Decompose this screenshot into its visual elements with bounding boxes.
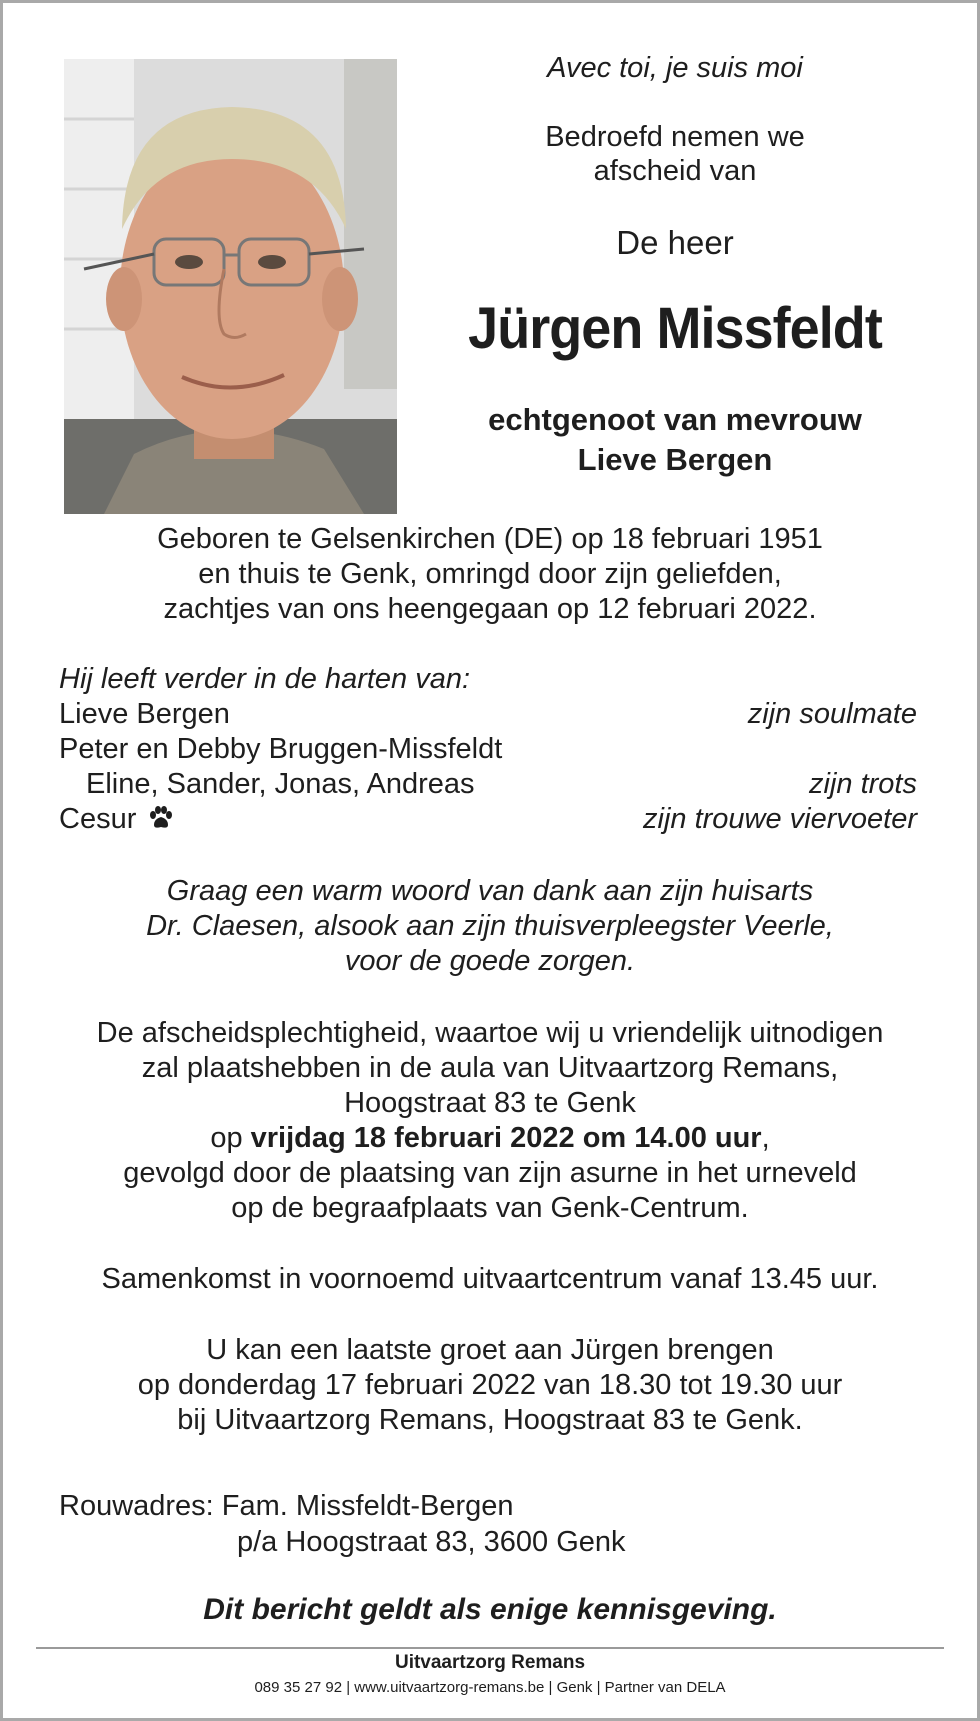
visit-line: U kan een laatste groet aan Jürgen brengen: [206, 1334, 774, 1366]
survivors-list: [59, 662, 917, 840]
ceremony-datetime: [0, 1121, 980, 1156]
ceremony-prefix: op: [210, 1122, 251, 1154]
survivor-role: zijn trots: [809, 768, 917, 800]
survivor-row: [59, 697, 917, 732]
motto: Avec toi, je suis moi: [547, 52, 803, 84]
notice-statement: Dit bericht geldt als enige kennisgeving.: [203, 1593, 777, 1626]
visitation-info: [0, 1333, 980, 1438]
intro-line: Bedroefd nemen we: [545, 121, 805, 153]
thanks-line: Graag een warm woord van dank aan zijn huisarts: [166, 875, 814, 907]
survivor-name: Eline, Sander, Jonas, Andreas: [86, 768, 475, 800]
ceremony-line: De afscheidsplechtigheid, waartoe wij u vriendelijk uitnodigen: [96, 1017, 884, 1049]
intro-text: [420, 120, 930, 188]
birth-line: zachtjes van ons heengegaan op 12 februari 2022.: [163, 593, 817, 625]
thanks-text: [0, 874, 980, 979]
survivor-row: [59, 767, 917, 802]
funeral-home-contact: 089 35 27 92 | www.uitvaartzorg-remans.be | Genk | Partner van DELA: [254, 1679, 726, 1696]
ceremony-line: zal plaatshebben in de aula van Uitvaartzorg Remans,: [141, 1052, 839, 1084]
spouse-name: Lieve Bergen: [577, 442, 773, 477]
survivor-name: Peter en Debby Bruggen-Missfeldt: [59, 733, 503, 765]
survivors-heading: Hij leeft verder in de harten van:: [59, 663, 471, 695]
footer-divider: [36, 1647, 944, 1649]
ceremony-line: op de begraafplaats van Genk-Centrum.: [231, 1192, 749, 1224]
survivor-pet: [59, 802, 174, 840]
paw-icon: [148, 805, 174, 840]
ceremony-line: Hoogstraat 83 te Genk: [344, 1087, 636, 1119]
ceremony-info: [0, 1016, 980, 1226]
survivor-row: [59, 802, 917, 840]
survivor-role: zijn soulmate: [747, 698, 917, 730]
birth-line: en thuis te Genk, omringd door zijn geliefden,: [198, 558, 782, 590]
survivor-role: zijn trouwe viervoeter: [643, 803, 917, 835]
birth-death-info: [0, 522, 980, 627]
survivor-name: Lieve Bergen: [59, 698, 230, 730]
address-line: p/a Hoogstraat 83, 3600 Genk: [237, 1526, 626, 1558]
visit-line: bij Uitvaartzorg Remans, Hoogstraat 83 te Genk.: [177, 1404, 803, 1436]
gathering-info: Samenkomst in voornoemd uitvaartcentrum vanaf 13.45 uur.: [101, 1263, 879, 1295]
ceremony-suffix: ,: [761, 1122, 770, 1154]
thanks-line: Dr. Claesen, alsook aan zijn thuisverpleegster Veerle,: [146, 910, 834, 942]
honorific: De heer: [616, 224, 734, 261]
ceremony-date-bold: vrijdag 18 februari 2022 om 14.00 uur: [250, 1122, 762, 1154]
survivor-name: Cesur: [59, 803, 137, 835]
survivor-row: [59, 732, 917, 767]
intro-line: afscheid van: [593, 155, 757, 187]
mourning-address: [59, 1488, 626, 1560]
visit-line: op donderdag 17 februari 2022 van 18.30 tot 19.30 uur: [137, 1369, 843, 1401]
spouse-line: echtgenoot van mevrouw: [488, 402, 862, 437]
deceased-name: Jürgen Missfeldt: [468, 296, 882, 361]
spouse-info: [420, 400, 930, 480]
thanks-line: voor de goede zorgen.: [344, 945, 636, 977]
birth-line: Geboren te Gelsenkirchen (DE) op 18 februari 1951: [157, 523, 823, 555]
address-line: Rouwadres: Fam. Missfeldt-Bergen: [59, 1490, 514, 1522]
ceremony-line: gevolgd door de plaatsing van zijn asurne in het urneveld: [123, 1157, 857, 1189]
funeral-home-name: Uitvaartzorg Remans: [394, 1652, 586, 1673]
portrait-photo: [64, 59, 397, 514]
